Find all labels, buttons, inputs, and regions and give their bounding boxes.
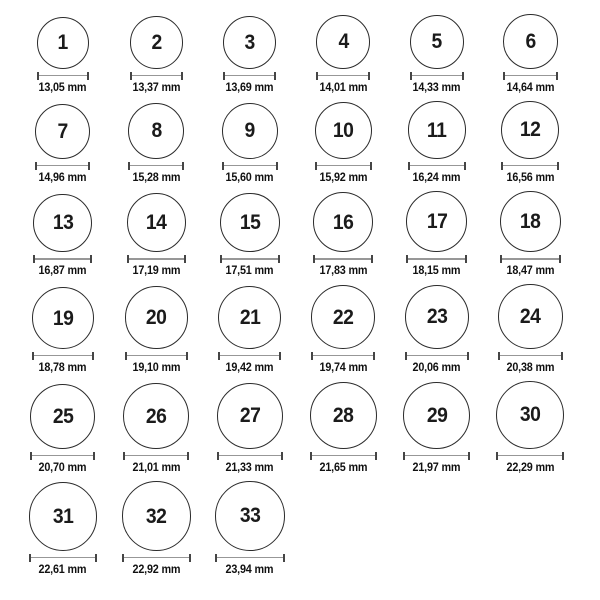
ring-size-item: [203, 16, 297, 95]
diameter-measure-line: [122, 554, 191, 562]
ring-size-item: [203, 103, 297, 185]
ring-circle: [315, 102, 372, 159]
ring-circle: [223, 16, 276, 69]
diameter-label: 13,05 mm: [38, 81, 87, 94]
ring-size-number: 21: [239, 305, 261, 329]
diameter-measure-line: [215, 554, 285, 562]
ring-circle: [310, 382, 377, 449]
diameter-measure-line: [220, 255, 280, 263]
ring-size-item: [484, 191, 578, 278]
ring-size-item: [390, 382, 484, 475]
ring-size-number: 7: [57, 119, 68, 143]
ring-circle: [32, 287, 94, 349]
diameter-measure-line: [29, 554, 98, 562]
diameter-measure-line: [125, 352, 188, 360]
ring-size-number: 11: [426, 118, 447, 142]
diameter-measure-line: [498, 352, 563, 360]
ring-size-number: 9: [244, 119, 255, 143]
ring-circle: [35, 104, 90, 159]
ring-circle: [503, 14, 558, 69]
ring-size-number: 25: [52, 404, 74, 428]
ring-size-number: 12: [519, 118, 541, 142]
ring-circle: [127, 193, 186, 252]
ring-size-number: 32: [145, 504, 167, 528]
diameter-measure-line: [408, 162, 466, 170]
diameter-label: 20,38 mm: [506, 361, 555, 374]
diameter-label: 16,56 mm: [506, 171, 555, 184]
diameter-label: 15,60 mm: [225, 171, 274, 184]
ring-size-item: [16, 104, 110, 185]
diameter-label: 14,96 mm: [38, 171, 87, 184]
ring-size-item: [16, 194, 110, 279]
diameter-measure-line: [403, 452, 470, 460]
ring-size-number: 31: [52, 504, 74, 528]
ring-size-item: [203, 383, 297, 475]
ring-circle: [122, 481, 191, 550]
diameter-measure-line: [35, 162, 90, 170]
ring-circle: [313, 192, 373, 252]
diameter-measure-line: [33, 255, 92, 263]
diameter-label: 23,94 mm: [225, 563, 274, 576]
diameter-measure-line: [128, 162, 184, 170]
ring-size-number: 14: [145, 211, 167, 235]
ring-size-item: [484, 284, 578, 375]
ring-circle: [30, 384, 95, 449]
diameter-label: 19,74 mm: [319, 361, 368, 374]
diameter-measure-line: [222, 162, 278, 170]
diameter-label: 16,87 mm: [38, 265, 87, 278]
diameter-label: 14,33 mm: [412, 81, 461, 94]
ring-size-item: [297, 102, 391, 185]
ring-size-item: [390, 15, 484, 95]
ring-circle: [218, 286, 281, 349]
ring-size-item: [110, 481, 204, 576]
ring-size-item: [390, 191, 484, 278]
ring-size-item: [203, 481, 297, 577]
ring-size-item: [484, 381, 578, 475]
diameter-label: 15,28 mm: [132, 171, 181, 184]
ring-size-item: [16, 384, 110, 475]
ring-circle: [316, 15, 370, 69]
ring-size-number: 13: [52, 211, 74, 235]
diameter-label: 18,15 mm: [412, 265, 461, 278]
ring-size-item: [297, 15, 391, 95]
ring-circle: [311, 285, 375, 349]
ring-size-number: 26: [145, 404, 167, 428]
ring-size-item: [484, 101, 578, 185]
diameter-label: 18,47 mm: [506, 265, 555, 278]
diameter-label: 20,06 mm: [412, 361, 461, 374]
ring-circle: [500, 191, 561, 252]
ring-size-item: [203, 286, 297, 375]
diameter-label: 21,65 mm: [319, 461, 368, 474]
ring-circle: [410, 15, 464, 69]
diameter-label: 21,01 mm: [132, 461, 181, 474]
diameter-measure-line: [405, 352, 469, 360]
diameter-label: 19,10 mm: [132, 361, 181, 374]
ring-size-item: [110, 383, 204, 475]
diameter-label: 21,97 mm: [412, 461, 461, 474]
ring-size-item: [297, 382, 391, 475]
ring-size-number: 3: [244, 30, 255, 54]
ring-size-item: [16, 17, 110, 95]
ring-size-number: 20: [145, 306, 167, 330]
diameter-measure-line: [410, 72, 464, 80]
ring-size-number: 10: [332, 118, 354, 142]
ring-size-item: [110, 286, 204, 375]
ring-size-number: 30: [519, 403, 541, 427]
ring-circle: [406, 191, 467, 252]
diameter-measure-line: [37, 72, 89, 80]
ring-size-item: [390, 101, 484, 185]
ring-size-item: [110, 103, 204, 185]
ring-size-row: [16, 481, 600, 577]
ring-size-item: [16, 287, 110, 375]
diameter-label: 13,37 mm: [132, 81, 181, 94]
ring-size-number: 22: [332, 305, 354, 329]
diameter-measure-line: [123, 452, 189, 460]
diameter-label: 15,92 mm: [319, 171, 368, 184]
ring-size-number: 8: [151, 119, 162, 143]
ring-size-row: [16, 381, 600, 475]
ring-circle: [498, 284, 563, 349]
ring-size-number: 27: [239, 404, 261, 428]
ring-size-number: 4: [338, 30, 349, 54]
diameter-label: 21,33 mm: [225, 461, 274, 474]
diameter-measure-line: [313, 255, 373, 263]
diameter-label: 17,19 mm: [132, 265, 181, 278]
ring-circle: [496, 381, 564, 449]
ring-circle: [215, 481, 285, 551]
ring-circle: [220, 193, 280, 253]
ring-size-number: 28: [332, 404, 354, 428]
diameter-measure-line: [503, 72, 558, 80]
ring-size-item: [110, 16, 204, 95]
ring-size-number: 5: [431, 30, 442, 54]
ring-size-number: 17: [426, 210, 448, 234]
ring-circle: [408, 101, 466, 159]
ring-size-number: 18: [519, 210, 541, 234]
diameter-label: 14,01 mm: [319, 81, 368, 94]
ring-size-number: 16: [332, 210, 354, 234]
ring-size-item: [110, 193, 204, 278]
ring-size-row: [16, 14, 600, 95]
diameter-label: 18,78 mm: [38, 361, 87, 374]
diameter-measure-line: [310, 452, 377, 460]
ring-size-item: [297, 285, 391, 375]
ring-size-item: [390, 285, 484, 375]
diameter-label: 14,64 mm: [506, 81, 555, 94]
diameter-label: 17,83 mm: [319, 265, 368, 278]
ring-circle: [123, 383, 189, 449]
ring-circle: [501, 101, 559, 159]
ring-size-number: 6: [525, 29, 536, 53]
ring-circle: [217, 383, 283, 449]
ring-size-item: [16, 482, 110, 577]
diameter-measure-line: [316, 72, 370, 80]
diameter-label: 22,61 mm: [38, 563, 87, 576]
diameter-label: 22,92 mm: [132, 563, 181, 576]
diameter-measure-line: [496, 452, 564, 460]
diameter-measure-line: [130, 72, 183, 80]
ring-circle: [222, 103, 278, 159]
diameter-label: 22,29 mm: [506, 461, 555, 474]
ring-circle: [130, 16, 183, 69]
ring-size-number: 15: [239, 210, 261, 234]
diameter-measure-line: [30, 452, 95, 460]
ring-size-number: 2: [151, 31, 162, 54]
ring-size-number: 29: [426, 403, 448, 427]
diameter-measure-line: [500, 255, 561, 263]
ring-size-item: [484, 14, 578, 95]
diameter-label: 13,69 mm: [225, 81, 274, 94]
ring-size-row: [16, 101, 600, 185]
diameter-measure-line: [501, 162, 559, 170]
ring-circle: [125, 286, 188, 349]
ring-circle: [33, 194, 92, 253]
ring-size-item: [203, 193, 297, 279]
ring-size-number: 19: [52, 306, 74, 330]
diameter-measure-line: [32, 352, 94, 360]
diameter-label: 17,51 mm: [225, 265, 274, 278]
ring-circle: [128, 103, 184, 159]
diameter-measure-line: [311, 352, 375, 360]
ring-size-row: [16, 284, 600, 375]
ring-size-number: 33: [239, 504, 261, 528]
diameter-measure-line: [315, 162, 372, 170]
ring-size-row: [16, 191, 600, 278]
ring-circle: [403, 382, 470, 449]
ring-size-number: 1: [57, 31, 68, 55]
diameter-measure-line: [406, 255, 467, 263]
ring-circle: [29, 482, 98, 551]
ring-circle: [37, 17, 89, 69]
diameter-measure-line: [218, 352, 281, 360]
ring-size-number: 24: [519, 305, 541, 329]
diameter-label: 16,24 mm: [412, 171, 461, 184]
diameter-measure-line: [217, 452, 283, 460]
diameter-label: 20,70 mm: [38, 461, 87, 474]
ring-size-item: [297, 192, 391, 278]
ring-circle: [405, 285, 469, 349]
diameter-label: 19,42 mm: [225, 361, 274, 374]
diameter-measure-line: [223, 72, 276, 80]
diameter-measure-line: [127, 255, 186, 263]
ring-size-number: 23: [426, 305, 448, 329]
